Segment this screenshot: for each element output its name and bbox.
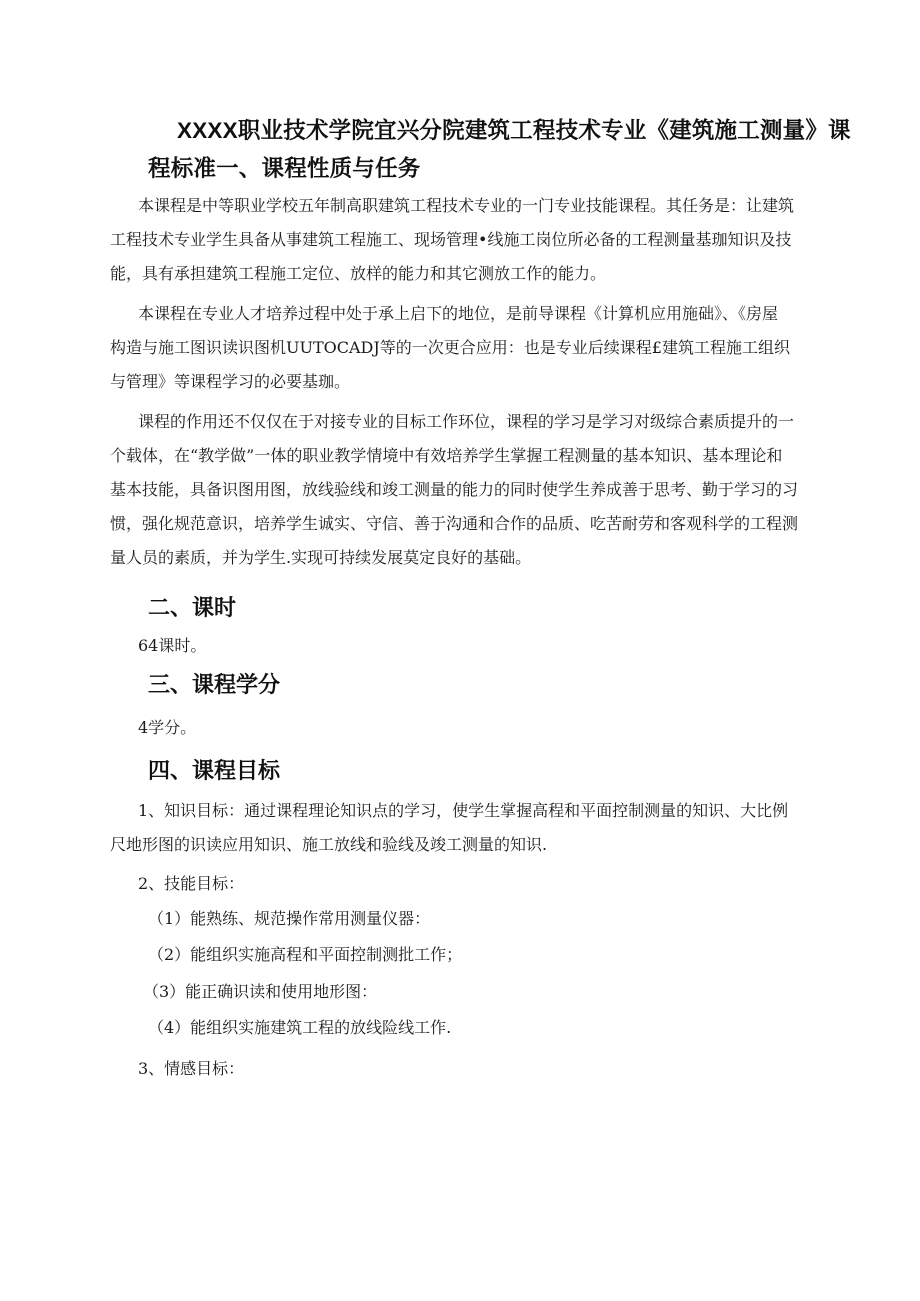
hours-value: 64课时。	[138, 636, 207, 655]
section-heading-hours: 二、课时	[148, 595, 237, 620]
skill-item: （3）能正确识读和使用地形图：	[143, 982, 378, 1001]
paragraph-line: 个载体，在“教学做”一体的职业教学情境中有效培养学生掌握工程测量的基本知识、基本理论和	[110, 446, 783, 465]
paragraph-line: 本课程是中等职业学校五年制高职建筑工程技术专业的一门专业技能课程。其任务是：让建筑	[138, 196, 795, 215]
paragraph-line: 能，具有承担建筑工程施工定位、放样的能力和其它测放工作的能力。	[110, 264, 607, 283]
goal-knowledge-line-1: 1、知识目标：通过课程理论知识点的学习，使学生掌握高程和平面控制测量的知识、大比例	[138, 801, 789, 820]
section-heading-credits: 三、课程学分	[148, 672, 281, 697]
credits-value: 4学分。	[138, 718, 197, 737]
goal-skills: 2、技能目标：	[138, 874, 245, 893]
paragraph-line: 本课程在专业人才培养过程中处于承上启下的地位，是前导课程《计算机应用施础》、《房屋	[138, 304, 779, 323]
skill-item: （2）能组织实施高程和平面控制测批工作；	[148, 945, 463, 964]
paragraph-line: 量人员的素质，并为学生.实现可持续发展莫定良好的基础。	[110, 548, 532, 567]
paragraph-course-role	[110, 405, 830, 575]
paragraph-line: 与管理》等课程学习的必要基珈。	[110, 372, 351, 391]
title-line-1: XXXX职业技术学院宜兴分院建筑工程技术专业《建筑施工测量》课	[177, 118, 851, 143]
paragraph-line: 课程的作用还不仅仅在于对接专业的目标工作环位，课程的学习是学习对级综合素质提升的一	[138, 412, 795, 431]
paragraph-line: 工程技术专业学生具备从事建筑工程施工、现场管理•线施工岗位所必备的工程测量基珈知识及技	[110, 230, 792, 249]
goal-knowledge-line-2: 尺地形图的识读应用知识、施工放线和验线及竣工测量的知识.	[110, 835, 548, 854]
paragraph-line: 惯，强化规范意识，培养学生诚实、守信、善于沟通和合作的品质、吃苦耐劳和客观科学的工程测	[110, 514, 799, 533]
document-title	[148, 112, 851, 188]
section-heading-objectives: 四、课程目标	[148, 758, 281, 783]
title-line-2: 程标准一、课程性质与任务	[148, 156, 421, 181]
goal-emotional: 3、情感目标：	[138, 1059, 245, 1078]
skill-item: （1）能熟练、规范操作常用测量仪器：	[148, 909, 431, 928]
paragraph-line: 构造与施工图识读识图机UUTOCADJ等的一次更合应用：也是专业后续课程£建筑工程施工组织	[110, 338, 790, 357]
paragraph-course-position	[110, 297, 830, 399]
paragraph-course-nature	[110, 189, 830, 291]
paragraph-line: 基本技能，具备识图用图，放线验线和竣工测量的能力的同时使学生养成善于思考、勤于学习的习	[110, 480, 799, 499]
skill-item: （4）能组织实施建筑工程的放线险线工作.	[148, 1018, 452, 1037]
